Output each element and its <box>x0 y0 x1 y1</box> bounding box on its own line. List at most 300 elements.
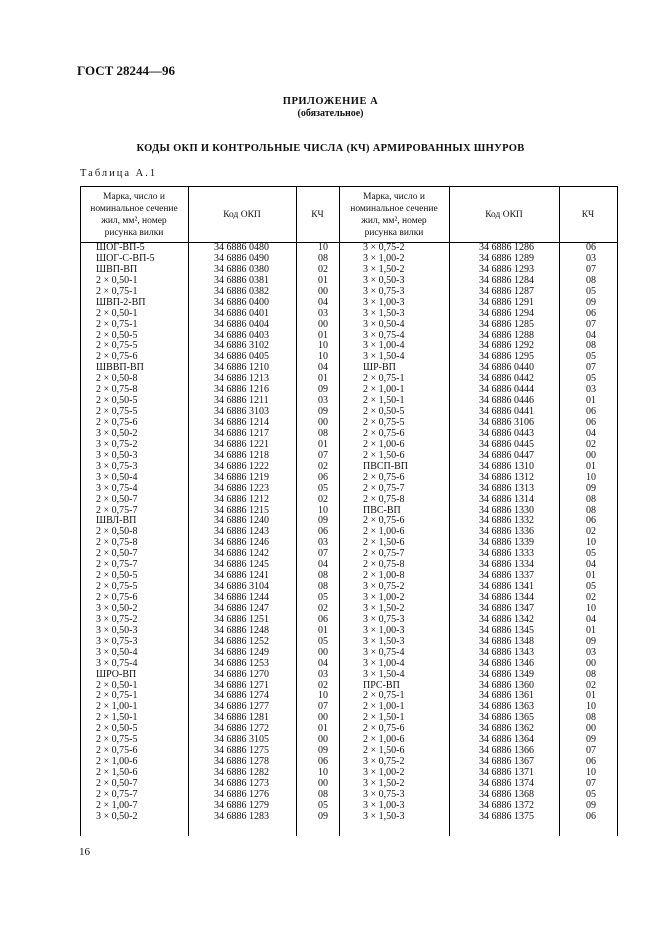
table-row <box>80 615 617 626</box>
row-mark: 3 × 0,50-4 <box>96 471 138 483</box>
row-kch: 01 <box>318 624 328 636</box>
row-kch: 07 <box>318 701 328 713</box>
row-mark: 3 × 0,75-4 <box>96 657 138 669</box>
row-code: 34 6886 1313 <box>479 482 534 494</box>
row-code: 34 6886 1282 <box>214 767 269 778</box>
row-mark: 2 × 0,75-7 <box>96 559 138 571</box>
row-mark: 2 × 0,75-5 <box>96 406 138 418</box>
row-kch: 08 <box>318 427 328 439</box>
header-mark-right: Марка, число и номинальное сечение жил, мм², номер рисунка вилки <box>350 191 438 238</box>
row-code: 34 6886 1211 <box>214 395 269 407</box>
row-mark: 2 × 0,75-5 <box>96 734 138 746</box>
row-mark: 3 × 1,50-3 <box>363 307 405 319</box>
row-kch: 10 <box>586 537 596 549</box>
table-row <box>80 374 617 385</box>
row-mark: 3 × 1,50-3 <box>363 635 405 647</box>
row-kch: 05 <box>586 373 596 385</box>
row-code: 34 6886 1277 <box>214 701 269 713</box>
table-row <box>80 582 617 593</box>
row-code: 34 6886 0446 <box>479 395 534 407</box>
row-mark: 2 × 1,00-1 <box>96 701 138 713</box>
table-row <box>80 298 617 309</box>
row-kch: 01 <box>586 570 596 582</box>
row-mark: 3 × 1,00-2 <box>363 767 405 778</box>
table-row <box>80 637 617 648</box>
row-mark: 2 × 0,75-6 <box>96 592 138 603</box>
row-kch: 02 <box>586 592 596 603</box>
table-row <box>80 691 617 702</box>
row-code: 34 6886 0444 <box>479 384 534 396</box>
row-kch: 09 <box>318 406 328 418</box>
row-code: 34 6886 1295 <box>479 351 534 363</box>
row-kch: 00 <box>318 285 328 297</box>
row-kch: 05 <box>318 482 328 494</box>
document-code: ГОСТ 28244—96 <box>77 63 176 78</box>
row-code: 34 6886 1223 <box>214 482 269 494</box>
row-mark: 2 × 0,50-1 <box>96 679 138 691</box>
row-kch: 09 <box>586 635 596 647</box>
row-kch: 01 <box>318 438 328 450</box>
row-code: 34 6886 1294 <box>479 307 534 319</box>
row-mark: 2 × 0,50-7 <box>96 493 138 505</box>
row-mark: 2 × 0,75-5 <box>96 340 138 352</box>
row-mark: 2 × 1,00-8 <box>363 570 405 582</box>
row-kch: 00 <box>318 734 328 746</box>
row-code: 34 6886 1244 <box>214 592 269 603</box>
table-row <box>80 243 617 254</box>
row-mark: 2 × 0,75-1 <box>96 690 138 702</box>
row-code: 34 6886 1291 <box>479 296 534 308</box>
row-kch: 00 <box>586 449 596 461</box>
row-kch: 06 <box>318 756 328 768</box>
appendix-note: (обязательное) <box>297 108 364 119</box>
row-code: 34 6886 1252 <box>214 635 269 647</box>
row-kch: 02 <box>586 526 596 538</box>
row-code: 34 6886 1310 <box>479 460 534 472</box>
row-code: 34 6886 1312 <box>479 471 534 483</box>
row-mark: 3 × 0,75-3 <box>363 788 405 800</box>
row-mark: 3 × 1,50-4 <box>363 351 405 363</box>
table-row <box>80 451 617 462</box>
row-mark: 2 × 0,50-7 <box>96 777 138 789</box>
row-mark: 2 × 1,50-6 <box>363 537 405 549</box>
row-mark: ПВС-ВП <box>363 504 401 516</box>
row-code: 34 6886 1210 <box>214 362 269 374</box>
table-row <box>80 407 617 418</box>
row-mark: 3 × 1,00-2 <box>363 592 405 603</box>
row-kch: 02 <box>586 438 596 450</box>
row-code: 34 6886 1333 <box>479 548 534 560</box>
row-kch: 10 <box>586 471 596 483</box>
row-mark: 3 × 1,50-2 <box>363 602 405 614</box>
table-row <box>80 779 617 790</box>
row-kch: 00 <box>586 657 596 669</box>
row-code: 34 6886 1212 <box>214 493 269 505</box>
row-mark: 2 × 0,75-8 <box>363 559 405 571</box>
row-code: 34 6886 1367 <box>479 756 534 768</box>
page-number: 16 <box>79 846 90 858</box>
row-mark: 3 × 0,50-4 <box>96 646 138 658</box>
row-mark: 2 × 0,75-8 <box>96 384 138 396</box>
row-code: 34 6886 0442 <box>479 373 534 385</box>
row-kch: 06 <box>586 307 596 319</box>
row-code: 34 6886 1274 <box>214 690 269 702</box>
row-kch: 01 <box>586 460 596 472</box>
row-code: 34 6886 1375 <box>479 810 534 822</box>
row-kch: 10 <box>318 340 328 352</box>
row-mark: 2 × 0,50-7 <box>96 548 138 560</box>
row-mark: 2 × 0,50-5 <box>96 329 138 341</box>
row-code: 34 6886 1275 <box>214 745 269 757</box>
row-kch: 10 <box>586 602 596 614</box>
row-mark: 3 × 0,75-2 <box>363 581 405 593</box>
row-mark: 3 × 0,50-2 <box>96 810 138 822</box>
table-row <box>80 670 617 681</box>
table-row <box>80 484 617 495</box>
row-code: 34 6886 1241 <box>214 570 269 582</box>
row-kch: 03 <box>318 307 328 319</box>
row-mark: 2 × 1,00-6 <box>96 756 138 768</box>
row-kch: 06 <box>586 417 596 428</box>
row-kch: 03 <box>318 395 328 407</box>
row-mark: 2 × 0,50-5 <box>96 723 138 735</box>
row-code: 34 6886 1272 <box>214 723 269 735</box>
row-code: 34 6886 1246 <box>214 537 269 549</box>
row-mark: 3 × 1,50-4 <box>363 668 405 680</box>
row-kch: 07 <box>586 362 596 374</box>
table-row <box>80 254 617 265</box>
row-code: 34 6886 1372 <box>479 799 534 811</box>
row-code: 34 6886 1218 <box>214 449 269 461</box>
row-kch: 00 <box>318 417 328 428</box>
row-mark: 3 × 0,50-3 <box>96 449 138 461</box>
row-mark: ШРО-ВП <box>96 668 137 680</box>
table-row <box>80 746 617 757</box>
row-code: 34 6886 1219 <box>214 471 269 483</box>
row-kch: 03 <box>586 384 596 396</box>
row-mark: 2 × 1,50-1 <box>363 395 405 407</box>
row-code: 34 6886 0401 <box>214 307 269 319</box>
row-kch: 05 <box>318 635 328 647</box>
row-code: 34 6886 3103 <box>214 406 269 418</box>
row-code: 34 6886 1288 <box>479 329 534 341</box>
row-kch: 04 <box>318 559 328 571</box>
row-kch: 08 <box>318 570 328 582</box>
row-code: 34 6886 1364 <box>479 734 534 746</box>
row-mark: 3 × 1,00-3 <box>363 624 405 636</box>
row-code: 34 6886 1365 <box>479 712 534 724</box>
table-row <box>80 352 617 363</box>
row-kch: 05 <box>586 548 596 560</box>
row-mark: 2 × 1,00-1 <box>363 384 405 396</box>
row-mark: 2 × 1,50-1 <box>96 712 138 724</box>
row-mark: 2 × 0,75-1 <box>363 373 405 385</box>
table-row <box>80 648 617 659</box>
row-kch: 09 <box>318 384 328 396</box>
table-row <box>80 790 617 801</box>
row-kch: 04 <box>586 613 596 625</box>
row-kch: 05 <box>318 799 328 811</box>
row-mark: 3 × 0,50-3 <box>96 624 138 636</box>
row-code: 34 6886 1215 <box>214 504 269 516</box>
row-kch: 09 <box>586 734 596 746</box>
row-kch: 04 <box>586 329 596 341</box>
row-code: 34 6886 1245 <box>214 559 269 571</box>
row-mark: 2 × 0,50-5 <box>363 406 405 418</box>
table-row <box>80 429 617 440</box>
row-mark: 2 × 0,50-5 <box>96 570 138 582</box>
row-kch: 10 <box>586 767 596 778</box>
row-code: 34 6886 1270 <box>214 668 269 680</box>
table-row <box>80 516 617 527</box>
row-mark: ШР-ВП <box>363 362 396 374</box>
row-code: 34 6886 1281 <box>214 712 269 724</box>
row-mark: 3 × 0,75-2 <box>363 242 405 253</box>
row-mark: ШОГ-С-ВП-5 <box>96 252 155 264</box>
table-row <box>80 276 617 287</box>
table-row <box>80 702 617 713</box>
row-kch: 05 <box>586 285 596 297</box>
row-code: 34 6886 0400 <box>214 296 269 308</box>
table-row <box>80 801 617 812</box>
row-kch: 02 <box>586 679 596 691</box>
row-code: 34 6886 0403 <box>214 329 269 341</box>
row-kch: 08 <box>318 581 328 593</box>
row-mark: 2 × 0,75-6 <box>96 351 138 363</box>
row-code: 34 6886 1248 <box>214 624 269 636</box>
row-code: 34 6886 1332 <box>479 515 534 527</box>
table-row <box>80 265 617 276</box>
row-mark: 2 × 1,50-6 <box>96 767 138 778</box>
row-kch: 05 <box>318 592 328 603</box>
row-code: 34 6886 1278 <box>214 756 269 768</box>
table-row <box>80 495 617 506</box>
row-code: 34 6886 1251 <box>214 613 269 625</box>
row-code: 34 6886 1214 <box>214 417 269 428</box>
row-kch: 10 <box>586 701 596 713</box>
row-kch: 01 <box>318 723 328 735</box>
row-mark: 2 × 0,75-6 <box>363 723 405 735</box>
row-code: 34 6886 1342 <box>479 613 534 625</box>
row-kch: 02 <box>318 679 328 691</box>
row-mark: 2 × 0,75-7 <box>363 482 405 494</box>
table-label: Таблица А.1 <box>80 168 158 179</box>
row-code: 34 6886 1341 <box>479 581 534 593</box>
row-kch: 03 <box>586 646 596 658</box>
row-mark: 3 × 1,00-3 <box>363 799 405 811</box>
row-code: 34 6886 1249 <box>214 646 269 658</box>
row-code: 34 6886 1349 <box>479 668 534 680</box>
row-code: 34 6886 1287 <box>479 285 534 297</box>
row-kch: 04 <box>318 362 328 374</box>
row-kch: 08 <box>586 493 596 505</box>
row-mark: 2 × 0,75-1 <box>96 318 138 330</box>
row-mark: 3 × 0,75-3 <box>363 613 405 625</box>
row-kch: 03 <box>318 668 328 680</box>
row-code: 34 6886 3104 <box>214 581 269 593</box>
row-kch: 06 <box>586 756 596 768</box>
table-row <box>80 473 617 484</box>
row-kch: 06 <box>318 471 328 483</box>
row-code: 34 6886 3102 <box>214 340 269 352</box>
row-code: 34 6886 1314 <box>479 493 534 505</box>
row-kch: 09 <box>586 482 596 494</box>
row-kch: 07 <box>318 449 328 461</box>
table-row <box>80 604 617 615</box>
row-mark: 3 × 0,50-3 <box>363 274 405 286</box>
row-code: 34 6886 1346 <box>479 657 534 669</box>
row-code: 34 6886 1273 <box>214 777 269 789</box>
row-code: 34 6886 1221 <box>214 438 269 450</box>
row-kch: 07 <box>586 263 596 275</box>
row-code: 34 6886 0441 <box>479 406 534 418</box>
row-kch: 00 <box>586 723 596 735</box>
row-code: 34 6886 1213 <box>214 373 269 385</box>
row-mark: 3 × 1,50-3 <box>363 810 405 822</box>
table-row <box>80 418 617 429</box>
row-mark: 2 × 1,00-6 <box>363 526 405 538</box>
row-mark: 2 × 1,00-6 <box>363 734 405 746</box>
row-mark: 2 × 0,75-5 <box>363 417 405 428</box>
row-mark: 2 × 1,00-1 <box>363 701 405 713</box>
row-mark: ШВП-2-ВП <box>96 296 146 308</box>
row-code: 34 6886 1360 <box>479 679 534 691</box>
table-border-right <box>617 186 618 836</box>
table-row <box>80 812 617 823</box>
row-kch: 05 <box>586 788 596 800</box>
row-mark: ПРС-ВП <box>363 679 400 691</box>
row-mark: 3 × 0,75-2 <box>96 438 138 450</box>
row-mark: 2 × 0,50-8 <box>96 373 138 385</box>
row-code: 34 6886 1285 <box>479 318 534 330</box>
table-row <box>80 527 617 538</box>
row-kch: 07 <box>586 745 596 757</box>
header-kch: КЧ <box>311 209 324 220</box>
row-mark: 3 × 0,75-3 <box>363 285 405 297</box>
row-mark: 2 × 0,75-6 <box>96 417 138 428</box>
row-kch: 09 <box>318 515 328 527</box>
row-kch: 06 <box>586 242 596 253</box>
row-code: 34 6886 0440 <box>479 362 534 374</box>
row-code: 34 6886 1337 <box>479 570 534 582</box>
row-kch: 10 <box>318 242 328 253</box>
table-row <box>80 287 617 298</box>
row-mark: 2 × 1,00-6 <box>363 438 405 450</box>
row-code: 34 6886 1344 <box>479 592 534 603</box>
row-kch: 02 <box>318 602 328 614</box>
row-code: 34 6886 1330 <box>479 504 534 516</box>
row-kch: 03 <box>586 252 596 264</box>
row-code: 34 6886 1240 <box>214 515 269 527</box>
row-kch: 06 <box>586 515 596 527</box>
row-code: 34 6886 0381 <box>214 274 269 286</box>
table-row <box>80 724 617 735</box>
row-kch: 02 <box>318 460 328 472</box>
row-kch: 00 <box>318 646 328 658</box>
row-kch: 10 <box>318 767 328 778</box>
row-kch: 01 <box>586 690 596 702</box>
row-mark: 3 × 1,50-2 <box>363 263 405 275</box>
row-mark: 2 × 0,75-6 <box>96 745 138 757</box>
row-code: 34 6886 1347 <box>479 602 534 614</box>
row-mark: 2 × 1,00-7 <box>96 799 138 811</box>
row-mark: 2 × 0,50-8 <box>96 526 138 538</box>
row-code: 34 6886 1242 <box>214 548 269 560</box>
table-row <box>80 713 617 724</box>
row-kch: 08 <box>586 340 596 352</box>
row-mark: 2 × 1,50-6 <box>363 449 405 461</box>
table-row <box>80 757 617 768</box>
table-row <box>80 331 617 342</box>
row-kch: 09 <box>586 799 596 811</box>
row-mark: 3 × 1,00-4 <box>363 657 405 669</box>
row-code: 34 6886 1284 <box>479 274 534 286</box>
row-code: 34 6886 1293 <box>479 263 534 275</box>
row-code: 34 6886 1363 <box>479 701 534 713</box>
table-header <box>80 186 617 243</box>
row-code: 34 6886 1374 <box>479 777 534 789</box>
row-kch: 01 <box>318 373 328 385</box>
row-code: 34 6886 1334 <box>479 559 534 571</box>
row-code: 34 6886 1243 <box>214 526 269 538</box>
row-mark: 3 × 0,75-4 <box>363 646 405 658</box>
row-mark: 2 × 0,50-1 <box>96 307 138 319</box>
header-kch-right: КЧ <box>581 209 595 220</box>
row-code: 34 6886 0445 <box>479 438 534 450</box>
row-code: 34 6886 0382 <box>214 285 269 297</box>
row-mark: 2 × 0,75-1 <box>363 690 405 702</box>
row-mark: 3 × 0,75-4 <box>96 482 138 494</box>
row-mark: 2 × 0,75-7 <box>96 504 138 516</box>
table-row <box>80 462 617 473</box>
table-row <box>80 341 617 352</box>
row-code: 34 6886 3105 <box>214 734 269 746</box>
table-row <box>80 571 617 582</box>
row-mark: 2 × 0,75-1 <box>96 285 138 297</box>
row-mark: ШВВП-ВП <box>96 362 144 374</box>
row-code: 34 6886 0443 <box>479 427 534 439</box>
row-kch: 07 <box>586 318 596 330</box>
row-mark: ШВЛ-ВП <box>96 515 137 527</box>
row-kch: 04 <box>586 427 596 439</box>
row-mark: 3 × 1,00-2 <box>363 252 405 264</box>
row-mark: 3 × 0,75-2 <box>363 756 405 768</box>
row-code: 34 6886 1286 <box>479 242 534 253</box>
row-mark: 2 × 0,75-7 <box>96 788 138 800</box>
row-code: 34 6886 1289 <box>479 252 534 264</box>
row-kch: 06 <box>318 526 328 538</box>
row-mark: ПВСП-ВП <box>363 460 409 472</box>
row-kch: 08 <box>586 668 596 680</box>
row-code: 34 6886 0405 <box>214 351 269 363</box>
row-code: 34 6886 1283 <box>214 810 269 822</box>
row-mark: 3 × 0,75-3 <box>96 635 138 647</box>
row-code: 34 6886 1253 <box>214 657 269 669</box>
table-row <box>80 309 617 320</box>
table-row <box>80 363 617 374</box>
row-kch: 08 <box>586 504 596 516</box>
row-code: 34 6886 1366 <box>479 745 534 757</box>
row-mark: 3 × 0,75-3 <box>96 460 138 472</box>
row-kch: 04 <box>318 296 328 308</box>
row-code: 34 6886 1371 <box>479 767 534 778</box>
row-kch: 05 <box>586 351 596 363</box>
codes-table <box>80 186 617 836</box>
row-kch: 01 <box>318 329 328 341</box>
row-code: 34 6886 3106 <box>479 417 534 428</box>
row-mark: 2 × 0,75-6 <box>363 471 405 483</box>
row-kch: 06 <box>318 613 328 625</box>
